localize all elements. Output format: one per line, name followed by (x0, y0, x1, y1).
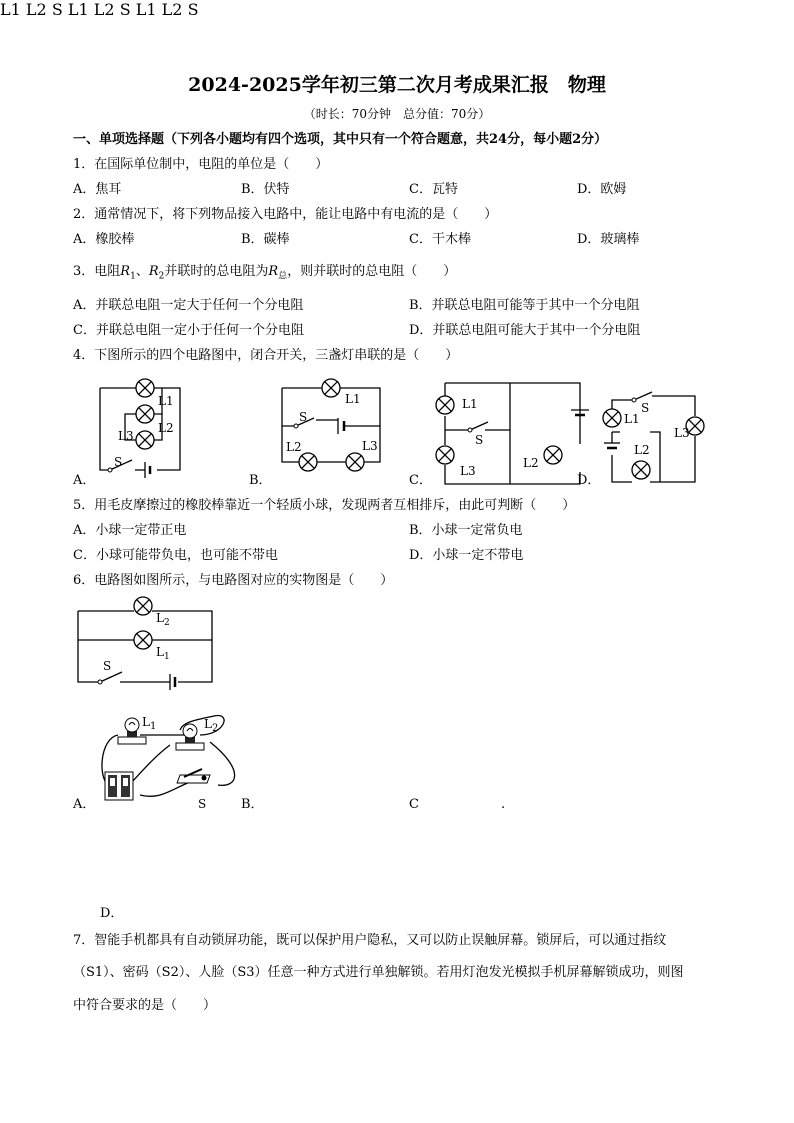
q1-option-d: D．欧姆 (577, 182, 627, 197)
svg-text:L1: $L_1$ (156, 645, 170, 662)
svg-text:L2: $L_2$ (156, 611, 170, 628)
q3-stem: 3．电阻$R_1$、$R_2$并联时的总电阻为$R_总$，则并联时的总电阻（ ） (73, 264, 457, 282)
q5-option-a: A．小球一定带正电 (73, 523, 187, 538)
svg-text:S: S (299, 410, 308, 424)
q3-option-b: B．并联总电阻可能等于其中一个分电阻 (409, 298, 640, 313)
svg-text:S: S (198, 797, 207, 811)
svg-text:L3: L3 (118, 429, 134, 443)
q6-schematic (78, 597, 212, 690)
svg-text:S: S (641, 401, 650, 415)
exam-info: （时长：70分钟 总分值：70分） (303, 107, 491, 121)
q2-option-a: A．橡胶棒 (73, 232, 135, 247)
svg-text:S: S (103, 659, 112, 673)
q3-option-d: D．并联总电阻可能大于其中一个分电阻 (409, 323, 641, 338)
section-heading: 一、单项选择题（下列各小题均有四个选项，其中只有一个符合题意，共24分，每小题2分） (73, 132, 608, 147)
q4-stem: 4．下图所示的四个电路图中，闭合开关，三盏灯串联的是（ ） (73, 348, 459, 363)
q2-option-b: B．碳棒 (241, 232, 290, 247)
q6-option-c: C (409, 797, 419, 812)
q6-option-b-picture: L1 L2 S (0, 0, 63, 19)
q4-option-a: A． (73, 473, 96, 488)
q1-option-c: C．瓦特 (409, 182, 458, 197)
q5-option-b: B．小球一定常负电 (409, 523, 523, 538)
q6-option-a: A． (73, 797, 96, 812)
svg-text:L2: $L_2$ (204, 717, 219, 734)
q5-option-c: C．小球可能带负电，也可能不带电 (73, 548, 278, 563)
svg-text:L2: L2 (523, 456, 539, 470)
q7-line-3: 中符合要求的是（ ） (73, 998, 217, 1013)
q2-option-d: D．玻璃棒 (577, 232, 640, 247)
q4-option-c: C． (409, 473, 432, 488)
svg-text:L1: L1 (158, 394, 174, 408)
q7-line-1: 7．智能手机都具有自动锁屏功能，既可以保护用户隐私，又可以防止误触屏幕。锁屏后，可以通过指纹 (73, 933, 667, 948)
q4-option-d: D． (577, 473, 601, 488)
svg-text:L3: L3 (362, 439, 378, 453)
page-title: 2024-2025学年初三第二次月考成果汇报 物理 (188, 74, 606, 96)
q6-option-c-dot: . (501, 797, 506, 812)
q3-option-a: A．并联总电阻一定大于任何一个分电阻 (73, 298, 304, 313)
svg-text:L1: L1 (462, 397, 478, 411)
q2-option-c: C．干木棒 (409, 232, 471, 247)
q1-option-b: B．伏特 (241, 182, 290, 197)
q6-option-b: B． (241, 797, 264, 812)
svg-text:L3: L3 (460, 464, 476, 478)
q5-option-d: D．小球一定不带电 (409, 548, 524, 563)
q6-stem: 6．电路图如图所示，与电路图对应的实物图是（ ） (73, 573, 394, 588)
svg-text:L1: L1 (624, 412, 640, 426)
svg-text:L1: L1 (345, 392, 361, 406)
q6-option-d-picture: L1 L2 S (135, 0, 199, 19)
q5-stem: 5．用毛皮摩擦过的橡胶棒靠近一个轻质小球，发现两者互相排斥，由此可判断（ ） (73, 498, 576, 513)
q4-option-b: B． (249, 473, 272, 488)
q1-stem: 1．在国际单位制中，电阻的单位是（ ） (73, 157, 329, 172)
q2-stem: 2．通常情况下，将下列物品接入电路中，能让电路中有电流的是（ ） (73, 207, 498, 222)
svg-text:S: S (475, 433, 484, 447)
q1-option-a: A．焦耳 (73, 182, 122, 197)
q7-line-2: （S1）、密码（S2）、人脸（S3）任意一种方式进行单独解锁。若用灯泡发光模拟手机屏幕解锁成功，则图 (73, 965, 684, 980)
q6-option-c-picture: L1 L2 S (67, 0, 131, 19)
q6-option-d: D． (100, 906, 124, 921)
svg-text:L2: L2 (158, 421, 174, 435)
svg-text:L3: L3 (674, 426, 690, 440)
svg-text:S: S (114, 455, 123, 469)
svg-text:L2: L2 (634, 443, 650, 457)
q3-option-c: C．并联总电阻一定小于任何一个分电阻 (73, 323, 304, 338)
svg-text:L2: L2 (286, 440, 302, 454)
q6-option-a-picture (102, 715, 235, 811)
svg-text:L1: $L_1$ (142, 715, 157, 732)
